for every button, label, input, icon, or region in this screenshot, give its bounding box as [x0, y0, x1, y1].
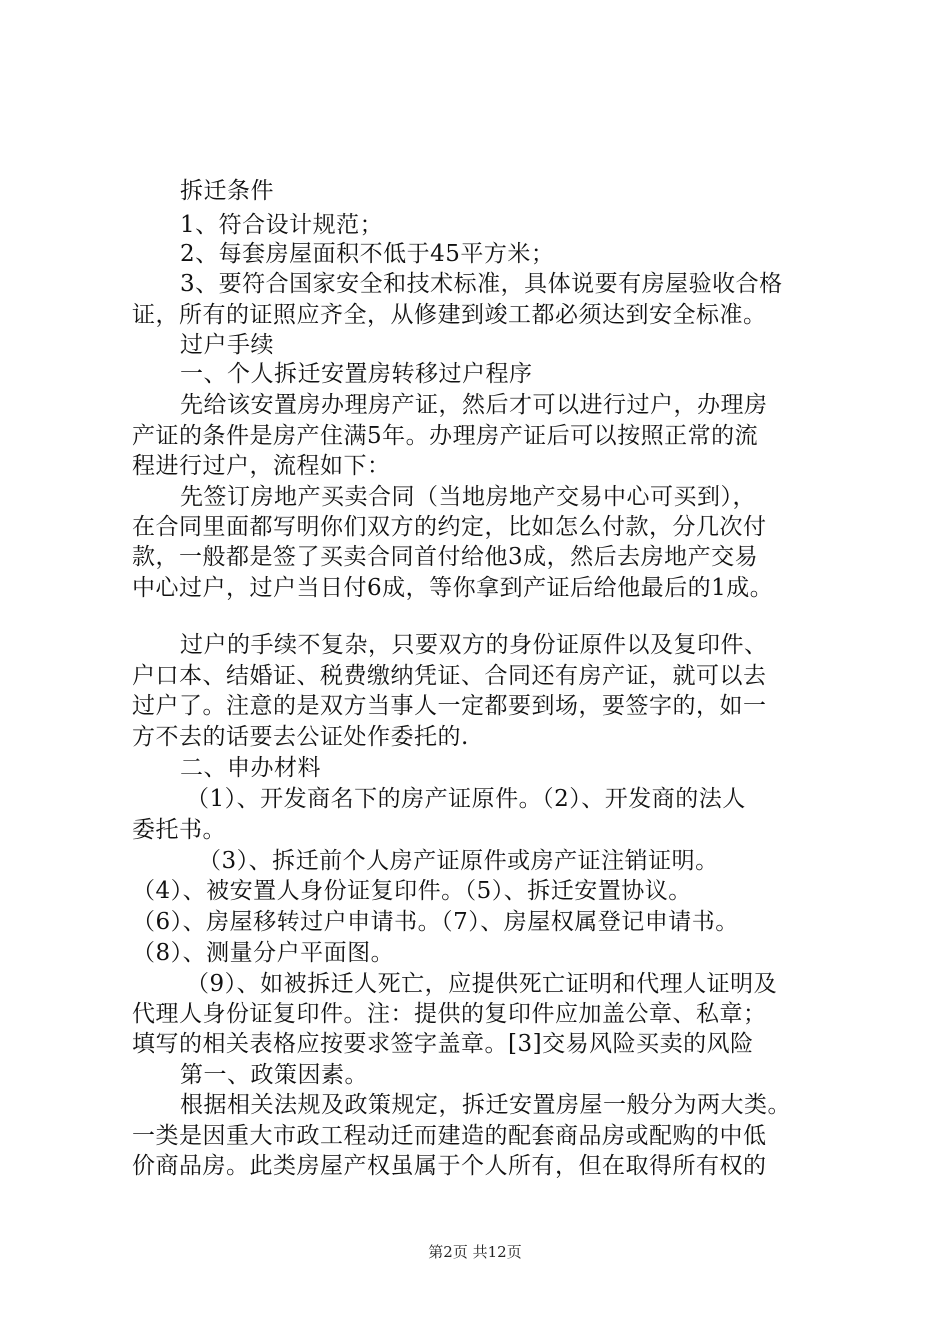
paragraph-line: 代理人身份证复印件。注：提供的复印件应加盖公章、私章；: [132, 1001, 767, 1027]
paragraph-line: （1）、开发商名下的房产证原件。（2）、开发商的法人: [186, 786, 746, 812]
paragraph-line: 在合同里面都写明你们双方的约定，比如怎么付款，分几次付: [132, 514, 767, 540]
paragraph-line: （4）、被安置人身份证复印件。（5）、拆迁安置协议。: [132, 878, 692, 904]
paragraph-line: 户口本、结婚证、税费缴纳凭证、合同还有房产证，就可以去: [132, 663, 767, 689]
paragraph-line: 产证的条件是房产住满5年。办理房产证后可以按照正常的流: [132, 423, 759, 449]
paragraph-line: （9）、如被拆迁人死亡，应提供死亡证明和代理人证明及: [186, 971, 778, 997]
section-heading: 过户手续: [180, 332, 274, 358]
paragraph-line: （3）、拆迁前个人房产证原件或房产证注销证明。: [198, 848, 719, 874]
paragraph-line: 一类是因重大市政工程动迁而建造的配套商品房或配购的中低: [132, 1123, 767, 1149]
section-heading: 一、个人拆迁安置房转移过户程序: [180, 361, 533, 387]
paragraph-line: 根据相关法规及政策规定，拆迁安置房屋一般分为两大类。: [180, 1092, 791, 1118]
paragraph-line: 先签订房地产买卖合同（当地房地产交易中心可买到），: [180, 484, 756, 510]
paragraph-line: 程进行过户，流程如下：: [132, 453, 391, 479]
paragraph-line: 过户了。注意的是双方当事人一定都要到场，要签字的，如一: [132, 693, 767, 719]
paragraph-line: 价商品房。此类房屋产权虽属于个人所有，但在取得所有权的: [132, 1153, 767, 1179]
paragraph-line: （6）、房屋移转过户申请书。（7）、房屋权属登记申请书。: [132, 909, 739, 935]
section-heading: 拆迁条件: [180, 178, 274, 204]
list-item: 3、要符合国家安全和技术标准，具体说要有房屋验收合格: [180, 271, 783, 297]
list-item: 2、每套房屋面积不低于45平方米；: [180, 241, 555, 267]
paragraph-line: 证，所有的证照应齐全，从修建到竣工都必须达到安全标准。: [132, 302, 767, 328]
paragraph-line: 先给该安置房办理房产证，然后才可以进行过户，办理房: [180, 392, 768, 418]
paragraph-line: （8）、测量分户平面图。: [132, 940, 395, 966]
page-number-footer: 第2页 共12页: [428, 1243, 522, 1261]
paragraph-line: 方不去的话要去公证处作委托的.: [132, 724, 469, 750]
section-heading: 第一、政策因素。: [180, 1062, 368, 1088]
list-item: 1、符合设计规范；: [180, 212, 384, 238]
paragraph-line: 中心过户，过户当日付6成，等你拿到产证后给他最后的1成。: [132, 575, 774, 601]
paragraph-line: 款，一般都是签了买卖合同首付给他3成，然后去房地产交易: [132, 544, 759, 570]
section-heading: 二、申办材料: [180, 755, 321, 781]
paragraph-line: 过户的手续不复杂，只要双方的身份证原件以及复印件、: [180, 632, 768, 658]
paragraph-line: 委托书。: [132, 817, 226, 843]
paragraph-line: 填写的相关表格应按要求签字盖章。[3]交易风险买卖的风险: [132, 1031, 754, 1057]
